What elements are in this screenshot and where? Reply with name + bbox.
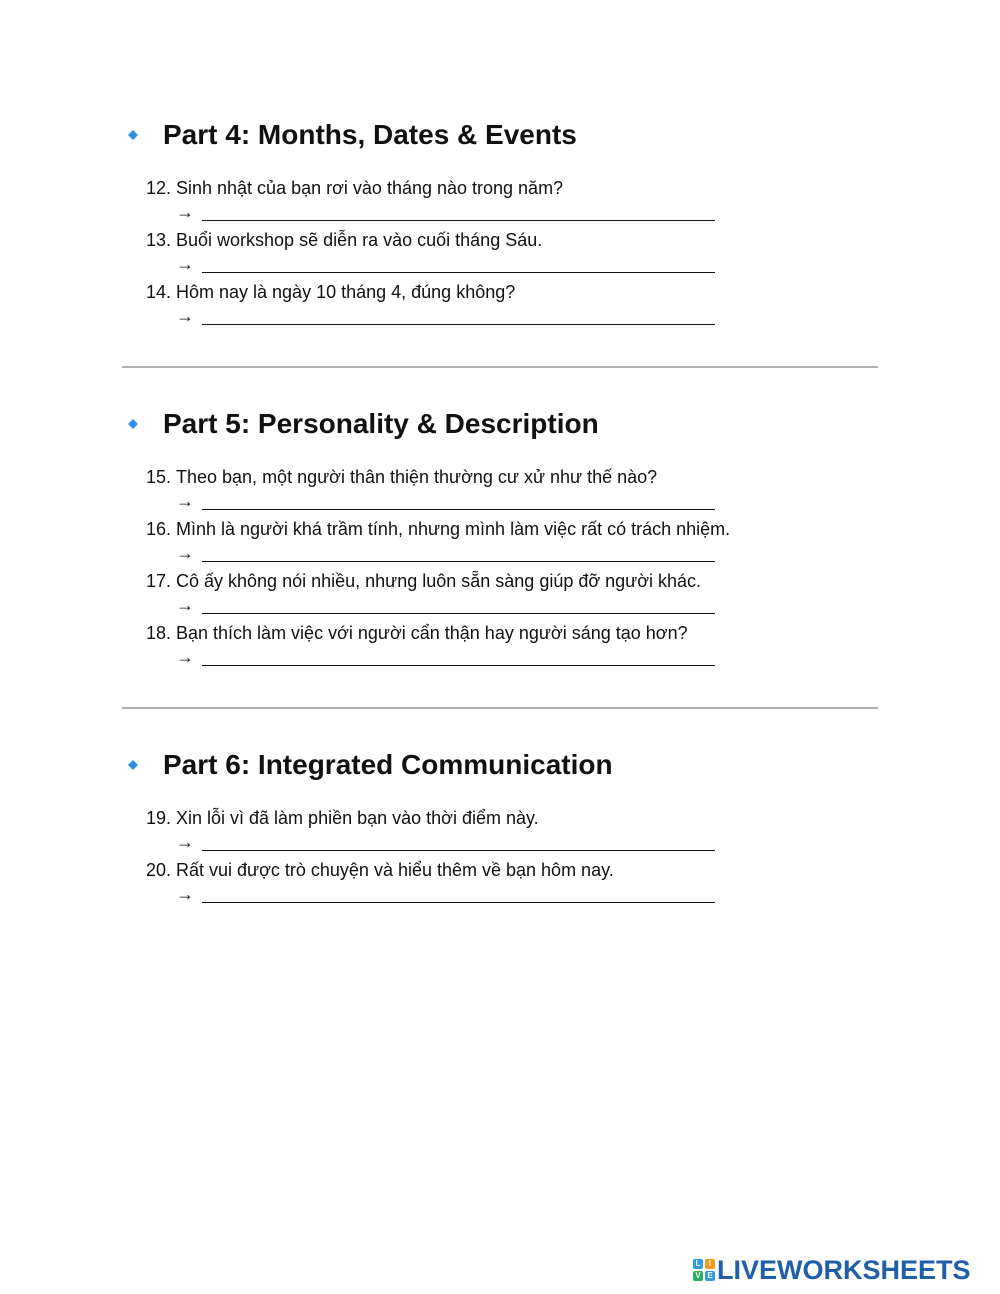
question-number: 12. [146, 178, 172, 198]
logo-mark-letter: V [693, 1271, 703, 1281]
answer-line-input[interactable] [202, 509, 715, 510]
arrow-icon: → [176, 832, 194, 852]
answer-line-input[interactable] [202, 850, 715, 851]
section-heading-part-5 [128, 406, 599, 442]
question-number: 16. [146, 519, 172, 539]
diamond-bullet-icon [128, 130, 138, 140]
question-number: 17. [146, 571, 172, 591]
liveworksheets-logo-mark-icon [693, 1259, 715, 1281]
question-text: Mình là người khá trầm tính, nhưng mình làm việc rất có trách nhiệm. [176, 519, 731, 539]
question-item [146, 465, 846, 517]
answer-line-input[interactable] [202, 220, 715, 221]
question-text: Buổi workshop sẽ diễn ra vào cuối tháng Sáu. [176, 230, 543, 250]
diamond-bullet-icon [128, 760, 138, 770]
question-text: Theo bạn, một người thân thiện thường cư xử như thế nào? [176, 467, 658, 487]
arrow-icon: → [176, 254, 194, 274]
question-number: 13. [146, 230, 172, 250]
question-text: Hôm nay là ngày 10 tháng 4, đúng không? [176, 282, 516, 302]
arrow-icon: → [176, 491, 194, 511]
question-item [146, 280, 846, 332]
section-heading-part-4 [128, 117, 577, 153]
answer-line-input[interactable] [202, 665, 715, 666]
answer-line-input[interactable] [202, 902, 715, 903]
arrow-icon: → [176, 647, 194, 667]
question-number: 19. [146, 808, 172, 828]
answer-line-input[interactable] [202, 272, 715, 273]
answer-line-input[interactable] [202, 561, 715, 562]
section-heading-part-6 [128, 747, 613, 783]
question-text: Bạn thích làm việc với người cẩn thận hay người sáng tạo hơn? [176, 623, 688, 643]
question-number: 15. [146, 467, 172, 487]
question-item [146, 806, 846, 858]
section-title: Part 6: Integrated Communication [163, 749, 613, 780]
section-divider [122, 707, 878, 709]
logo-mark-letter: I [705, 1259, 715, 1269]
question-item [146, 228, 846, 280]
question-number: 20. [146, 860, 172, 880]
question-number: 14. [146, 282, 172, 302]
question-item [146, 517, 846, 569]
arrow-icon: → [176, 306, 194, 326]
arrow-icon: → [176, 202, 194, 222]
arrow-icon: → [176, 884, 194, 904]
question-item [146, 176, 846, 228]
section-divider [122, 366, 878, 368]
liveworksheets-logo [693, 1255, 971, 1285]
question-item [146, 621, 846, 673]
question-number: 18. [146, 623, 172, 643]
arrow-icon: → [176, 543, 194, 563]
question-text: Xin lỗi vì đã làm phiền bạn vào thời điểm này. [176, 808, 539, 828]
question-item [146, 858, 846, 910]
question-text: Sinh nhật của bạn rơi vào tháng nào trong năm? [176, 178, 564, 198]
section-title: Part 4: Months, Dates & Events [163, 119, 577, 150]
logo-wordmark: LIVEWORKSHEETS [717, 1254, 971, 1285]
question-item [146, 569, 846, 621]
answer-line-input[interactable] [202, 324, 715, 325]
logo-mark-letter: L [693, 1259, 703, 1269]
question-text: Cô ấy không nói nhiều, nhưng luôn sẵn sàng giúp đỡ người khác. [176, 571, 702, 591]
arrow-icon: → [176, 595, 194, 615]
question-text: Rất vui được trò chuyện và hiểu thêm về bạn hôm nay. [176, 860, 614, 880]
answer-line-input[interactable] [202, 613, 715, 614]
section-title: Part 5: Personality & Description [163, 408, 599, 439]
diamond-bullet-icon [128, 419, 138, 429]
logo-mark-letter: E [705, 1271, 715, 1281]
